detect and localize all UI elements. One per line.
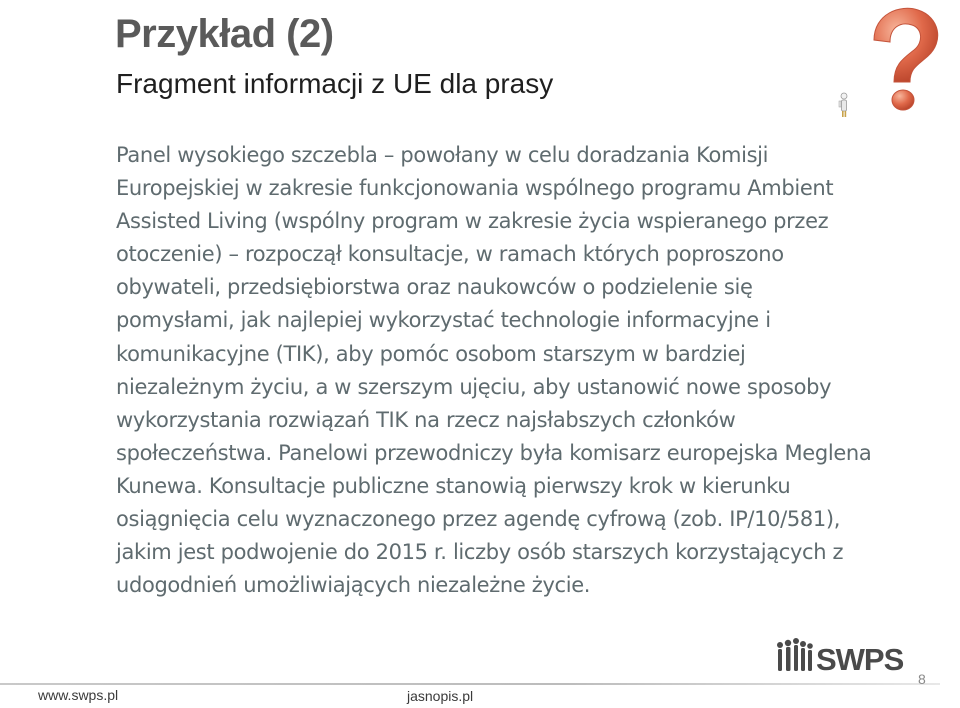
footer-website[interactable]: www.swps.pl xyxy=(38,687,119,703)
slide-title: Przykład (2) xyxy=(115,12,334,56)
footer-source[interactable]: jasnopis.pl xyxy=(407,688,474,704)
question-mark-icon xyxy=(830,0,950,130)
slide-body-text: Panel wysokiego szczebla – powołany w celu doradzania Komisji Europejskiej w zakresie funkcjonowania wspólnego programu Ambient Assisted Living (wspólny program w zakresie życia wspieranego przez otoczenie) – rozpoczął konsultacje, w ramach których poproszono obywateli, przedsiębiorstwa oraz naukowców o podzielenie się pomysłami, jak najlepiej wykorzystać technologie informacyjne i komunikacyjne (TIK), aby pomóc osobom starszym w bardziej niezależnym życiu, a w szerszym ujęciu, aby ustanowić nowe sposoby wykorzystania rozwiązań TIK na rzecz najsłabszych członków społeczeństwa. Panelowi przewodniczy była komisarz europejska Meglena Kunewa. Konsultacje publiczne stanowią pierwszy krok w kierunku osiągnięcia celu wyznaczonego przez agendę cyfrową (zob. IP/10/581), jakim jest podwojenie do 2015 r. liczby osób starszych korzystających z udogodnień umożliwiających niezależne życie. xyxy=(116,143,872,598)
logo-text: SWPS xyxy=(816,642,904,677)
footer-divider xyxy=(0,683,940,685)
slide-subtitle: Fragment informacji z UE dla prasy xyxy=(116,68,554,99)
swps-logo-icon xyxy=(775,637,915,677)
page-number: 8 xyxy=(918,671,926,687)
